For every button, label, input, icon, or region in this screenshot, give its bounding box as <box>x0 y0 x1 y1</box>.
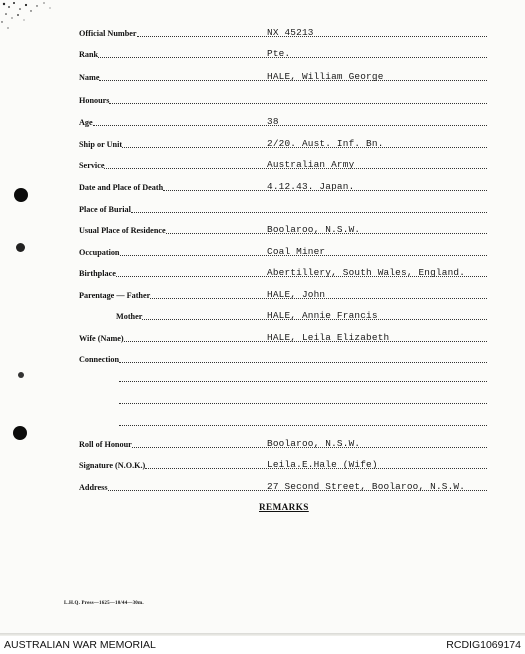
name-label: Name <box>79 73 100 82</box>
rank-label: Rank <box>79 50 99 59</box>
address-value: 27 Second Street, Boolaroo, N.S.W. <box>267 481 466 492</box>
connection-line-2 <box>119 380 487 382</box>
wife-value: HALE, Leila Elizabeth <box>267 332 390 343</box>
age-line <box>93 124 487 126</box>
name-row <box>79 70 487 84</box>
roll-of-honour-label: Roll of Honour <box>79 440 132 449</box>
rank-row <box>79 47 487 61</box>
age-label: Age <box>79 118 93 127</box>
rank-value: Pte. <box>267 48 291 59</box>
wife-row <box>79 331 487 345</box>
honours-label: Honours <box>79 96 110 105</box>
burial-row <box>79 202 487 216</box>
residence-label: Usual Place of Residence <box>79 226 166 235</box>
service-label: Service <box>79 161 105 170</box>
connection-label: Connection <box>79 355 120 364</box>
burial-line <box>131 211 487 213</box>
age-value: 38 <box>267 116 279 127</box>
burial-label: Place of Burial <box>79 205 131 214</box>
footer-record-id: RCDIG1069174 <box>446 639 521 651</box>
service-value: Australian Army <box>267 159 355 170</box>
birthplace-value: Abertillery, South Wales, England. <box>267 267 466 278</box>
birthplace-label: Birthplace <box>79 269 116 278</box>
father-row <box>79 288 487 302</box>
mother-value: HALE, Annie Francis <box>267 310 378 321</box>
ship-or-unit-label: Ship or Unit <box>79 140 123 149</box>
roll-of-honour-value: Boolaroo, N.S.W. <box>267 438 361 449</box>
honours-row <box>79 93 487 107</box>
name-value: HALE, William George <box>267 71 384 82</box>
age-row <box>79 115 487 129</box>
printer-imprint: L.H.Q. Press—1625—10/44—30m. <box>64 601 144 606</box>
punch-hole-bottom <box>13 426 27 440</box>
signature-label: Signature (N.O.K.) <box>79 461 146 470</box>
signature-value: Leila.E.Hale (Wife) <box>267 459 378 470</box>
address-row <box>79 480 487 494</box>
connection-line-4 <box>119 424 487 426</box>
birthplace-row <box>79 266 487 280</box>
death-label: Date and Place of Death <box>79 183 164 192</box>
ship-or-unit-value: 2/20. Aust. Inf. Bn. <box>267 138 384 149</box>
occupation-label: Occupation <box>79 248 120 257</box>
death-value: 4.12.43. Japan. <box>267 181 355 192</box>
address-label: Address <box>79 483 108 492</box>
punch-hole-mid <box>16 243 25 252</box>
rank-line <box>98 56 487 58</box>
official-number-label: Official Number <box>79 29 137 38</box>
connection-row <box>79 352 487 366</box>
residence-row <box>79 223 487 237</box>
official-number-row <box>79 26 487 40</box>
wife-label: Wife (Name) <box>79 334 124 343</box>
occupation-row <box>79 245 487 259</box>
residence-value: Boolaroo, N.S.W. <box>267 224 361 235</box>
mother-row <box>116 309 487 323</box>
ship-or-unit-row <box>79 137 487 151</box>
connection-line-3 <box>119 402 487 404</box>
father-value: HALE, John <box>267 289 326 300</box>
service-row <box>79 158 487 172</box>
connection-line <box>119 361 487 363</box>
honours-line <box>109 102 487 104</box>
punch-hole-mark <box>18 372 24 378</box>
mother-label: Mother <box>116 312 143 321</box>
official-number-value: NX 45213 <box>267 27 314 38</box>
death-row <box>79 180 487 194</box>
paper-speckle <box>0 0 80 40</box>
father-label: Parentage — Father <box>79 291 151 300</box>
remarks-heading: REMARKS <box>259 502 309 512</box>
punch-hole-top <box>14 188 28 202</box>
footer-institution: AUSTRALIAN WAR MEMORIAL <box>4 639 156 651</box>
signature-row <box>79 458 487 472</box>
archive-footer <box>0 636 525 654</box>
roll-of-honour-row <box>79 437 487 451</box>
occupation-value: Coal Miner <box>267 246 326 257</box>
